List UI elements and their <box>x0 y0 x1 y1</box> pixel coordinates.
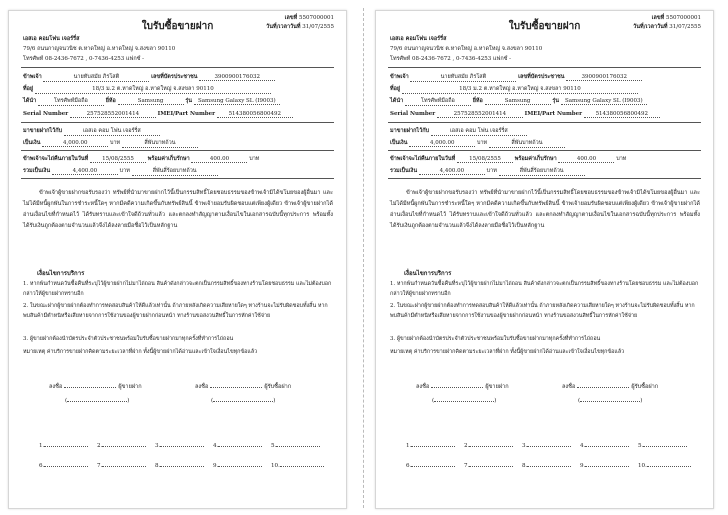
receiver-label: มาขายฝากไว้กับ <box>390 128 430 134</box>
serial-row <box>390 111 660 118</box>
serial-value: 257528552001414 <box>70 111 156 118</box>
condition-note: หมายเหตุ ค่าบริการขายฝากคิดตามระยะเวลาที่ฝาก ทั้งนี้ผู้ขายฝากได้อ่านและเข้าใจเงื่อนไขทุกข้อแล้ว <box>390 349 625 355</box>
model-label: รุ่น <box>185 98 193 104</box>
total-label: รวมเป็นเงิน <box>390 168 418 174</box>
baht-label: บาท <box>249 156 260 162</box>
receiver-label: มาขายฝากไว้กับ <box>23 128 63 134</box>
customer-value: นายทับสมัย ภิรโสติ <box>410 73 516 82</box>
seller-signature <box>49 383 142 391</box>
divider-line <box>388 67 701 68</box>
total-label: รวมเป็นเงิน <box>23 168 51 174</box>
shop-name: เอสเอ คอมโฟน เจอร์รี่ส <box>390 36 447 42</box>
number-row-2: 6. 7. 8. 9. 10. <box>406 463 696 469</box>
no-label: เลขที่ <box>651 15 665 21</box>
divider-line <box>388 178 701 179</box>
redeem-label: ข้าพเจ้าจะไถ่คืนภายในวันที่ <box>23 156 89 162</box>
divider-line <box>388 122 701 123</box>
receipt-page-right <box>375 10 714 509</box>
receiver-value: เอสเอ คอม โฟน เจอร์รี่ส <box>64 127 160 136</box>
serial-label: Serial Number <box>23 111 69 117</box>
seller-name-paren: ( ) <box>65 398 130 404</box>
item-label: ได้นำ <box>390 98 404 104</box>
customer-row <box>390 73 642 82</box>
money-text: สี่พันบาทถ้วน <box>122 139 198 148</box>
imei-value: 514380056800492 <box>584 111 660 118</box>
id-label: เลขที่บัตรประชาชน <box>518 74 565 80</box>
shop-phone: โทรศัพท์ 08-2436-7672 , 0-7436-4253 แฟกซ์ - <box>390 56 512 62</box>
redeem-date: 15/08/2555 <box>90 156 146 163</box>
money-value: 4,000.00 <box>409 140 475 147</box>
condition-2: 2. ในขณะฝากผู้ขายฝากต้องทำการทดสอบสินค้าให้ดีแล้วเท่านั้น ถ้าภายหลังเกิดความเสียหายใดๆ ทางร้านจะไม่รับผิดชอบทั้งสิ้น หากพบสินค้ามีตำหนิหรือเสียหายจากการใช้งานของผู้ขายฝากก่อนหน้า ทางร้านขอสงวนสิทธิ์ในการหักค่าใช้จ่าย <box>23 303 328 319</box>
receiver-role: ผู้รับซื้อฝาก <box>631 384 659 390</box>
address-label: ที่อยู่ <box>390 86 401 92</box>
money-row <box>390 139 565 148</box>
page-title: ใบรับซื้อขายฝาก <box>508 21 581 32</box>
receiver-role: ผู้รับซื้อฝาก <box>264 384 292 390</box>
baht-label: บาท <box>486 168 497 174</box>
sign-label: ลงชื่อ <box>195 384 209 390</box>
interest-label: พร้อมค่าเก็บรักษา <box>147 156 190 162</box>
item-row <box>390 97 647 106</box>
date-label: วันที่/เวลาวันที่ <box>266 24 301 30</box>
number-row-2: 6. 7. 8. 9. 10. <box>39 463 329 469</box>
baht-label: บาท <box>616 156 627 162</box>
condition-1: 1. หากพ้นกำหนดวันซื้อคืนที่ระบุไว้ผู้ขายฝากไม่มาไถ่ถอน สินค้าดังกล่าวจะตกเป็นกรรมสิทธิ์ของทางร้านโดยชอบธรรม และไม่ต้องบอกกล่าวให้ผู้ขายฝากทราบอีก <box>23 281 332 297</box>
brand-value: Samsung <box>485 98 551 105</box>
seller-name-paren: ( ) <box>432 398 497 404</box>
receiver-signature <box>562 383 658 391</box>
money-value: 4,000.00 <box>42 140 108 147</box>
interest-label: พร้อมค่าเก็บรักษา <box>514 156 557 162</box>
brand-label: ยี่ห้อ <box>472 98 483 104</box>
interest-value: 400.00 <box>191 156 247 163</box>
model-value: Samsung Galaxy SL (I9003) <box>561 98 647 105</box>
item-value: โทรศัพท์มือถือ <box>405 97 471 106</box>
imei-value: 514380056800492 <box>217 111 293 118</box>
sign-label: ลงชื่อ <box>562 384 576 390</box>
redeem-date: 15/08/2555 <box>457 156 513 163</box>
model-value: Samsung Galaxy SL (I9003) <box>194 98 280 105</box>
customer-row <box>23 73 275 82</box>
brand-value: Samsung <box>118 98 184 105</box>
condition-1: 1. หากพ้นกำหนดวันซื้อคืนที่ระบุไว้ผู้ขายฝากไม่มาไถ่ถอน สินค้าดังกล่าวจะตกเป็นกรรมสิทธิ์ของทางร้านโดยชอบธรรม และไม่ต้องบอกกล่าวให้ผู้ขายฝากทราบอีก <box>390 281 699 297</box>
total-value: 4,400.00 <box>419 168 485 175</box>
divider-line <box>21 150 334 151</box>
money-label: เป็นเงิน <box>23 140 41 146</box>
sign-label: ลงชื่อ <box>49 384 63 390</box>
receiver-row <box>390 127 527 136</box>
page-divider <box>363 8 364 508</box>
seller-role: ผู้ขายฝาก <box>485 384 509 390</box>
page-title: ใบรับซื้อขายฝาก <box>141 21 214 32</box>
condition-note: หมายเหตุ ค่าบริการขายฝากคิดตามระยะเวลาที่ฝาก ทั้งนี้ผู้ขายฝากได้อ่านและเข้าใจเงื่อนไขทุกข้อแล้ว <box>23 349 258 355</box>
item-value: โทรศัพท์มือถือ <box>38 97 104 106</box>
brand-label: ยี่ห้อ <box>105 98 116 104</box>
address-value: 18/3 ม.2 ต.หาดใหญ่ อ.หาดใหญ่ จ.สงขลา 90110 <box>35 85 271 94</box>
receiver-value: เอสเอ คอม โฟน เจอร์รี่ส <box>431 127 527 136</box>
redeem-label: ข้าพเจ้าจะไถ่คืนภายในวันที่ <box>390 156 456 162</box>
interest-value: 400.00 <box>558 156 614 163</box>
baht-label: บาท <box>476 140 488 146</box>
total-row <box>390 167 585 176</box>
seller-signature <box>416 383 509 391</box>
divider-line <box>21 67 334 68</box>
number-row-1: 1. 2. 3. 4. 5. <box>406 443 696 449</box>
serial-value: 257528552001414 <box>437 111 523 118</box>
item-row <box>23 97 280 106</box>
conditions-title: เงื่อนไขการบริการ <box>37 270 85 277</box>
divider-line <box>388 150 701 151</box>
imei-label: IMEI/Part Number <box>524 111 583 117</box>
date-value: 31/07/2555 <box>302 24 334 30</box>
total-text: สี่พันสี่ร้อยบาทถ้วน <box>132 167 218 176</box>
money-text: สี่พันบาทถ้วน <box>489 139 565 148</box>
date-value: 31/07/2555 <box>669 24 701 30</box>
total-text: สี่พันสี่ร้อยบาทถ้วน <box>499 167 585 176</box>
shop-address: 79/6 ถนนกาญจนวนิช ต.หาดใหญ่ อ.หาดใหญ่ จ.สงขลา 90110 <box>390 46 543 52</box>
customer-label: ข้าพเจ้า <box>390 74 409 80</box>
receiver-row <box>23 127 160 136</box>
id-value: 3900900176032 <box>566 74 642 81</box>
agreement-paragraph: ข้าพเจ้าผู้ขายฝากขอรับรองว่า ทรัพย์ที่นำมาขายฝากไว้นี้เป็นกรรมสิทธิ์โดยชอบธรรมของข้าพเจ้ามิได้ขโมยของผู้อื่นมา และไม่ได้มีหนี้ผูกพันในการชำระหนี้ใดๆ หากมีคดีความเกิดขึ้นกับทรัพย์สินนี้ ข้าพเจ้ายอมรับผิดชอบแต่เพียงผู้เดียว ข้าพเจ้าผู้ขายฝากได้อ่านเงื่อนไขที่กำหนดไว้ ได้รับทราบและเข้าใจดีถ้วนทั่วแล้ว และตกลงทำสัญญาตามเงื่อนไขในเอกสารฉบับนี้ทุกประการ พร้อมทั้งได้รับเงินถูกต้องตามจำนวนแล้วจึงได้ลงลายมือชื่อไว้เป็นหลักฐาน <box>23 190 333 229</box>
seller-role: ผู้ขายฝาก <box>118 384 142 390</box>
redeem-row <box>390 155 626 163</box>
total-value: 4,400.00 <box>52 168 118 175</box>
receipt-page-left <box>8 10 347 509</box>
shop-address: 79/6 ถนนกาญจนวนิช ต.หาดใหญ่ อ.หาดใหญ่ จ.สงขลา 90110 <box>23 46 176 52</box>
id-value: 3900900176032 <box>199 74 275 81</box>
shop-name: เอสเอ คอมโฟน เจอร์รี่ส <box>23 36 80 42</box>
total-row <box>23 167 218 176</box>
receiver-name-paren: ( ) <box>578 398 643 404</box>
sign-label: ลงชื่อ <box>416 384 430 390</box>
model-label: รุ่น <box>552 98 560 104</box>
id-label: เลขที่บัตรประชาชน <box>151 74 198 80</box>
no-value: 5507000001 <box>299 15 334 21</box>
agreement-paragraph: ข้าพเจ้าผู้ขายฝากขอรับรองว่า ทรัพย์ที่นำมาขายฝากไว้นี้เป็นกรรมสิทธิ์โดยชอบธรรมของข้าพเจ้ามิได้ขโมยของผู้อื่นมา และไม่ได้มีหนี้ผูกพันในการชำระหนี้ใดๆ หากมีคดีความเกิดขึ้นกับทรัพย์สินนี้ ข้าพเจ้ายอมรับผิดชอบแต่เพียงผู้เดียว ข้าพเจ้าผู้ขายฝากได้อ่านเงื่อนไขที่กำหนดไว้ ได้รับทราบและเข้าใจดีถ้วนทั่วแล้ว และตกลงทำสัญญาตามเงื่อนไขในเอกสารฉบับนี้ทุกประการ พร้อมทั้งได้รับเงินถูกต้องตามจำนวนแล้วจึงได้ลงลายมือชื่อไว้เป็นหลักฐาน <box>390 190 700 229</box>
receiver-signature <box>195 383 291 391</box>
date-label: วันที่/เวลาวันที่ <box>633 24 668 30</box>
no-value: 5507000001 <box>666 15 701 21</box>
customer-value: นายทับสมัย ภิรโสติ <box>43 73 149 82</box>
money-label: เป็นเงิน <box>390 140 408 146</box>
baht-label: บาท <box>119 168 130 174</box>
conditions-title: เงื่อนไขการบริการ <box>404 270 452 277</box>
redeem-row <box>23 155 259 163</box>
condition-3: 3. ผู้ขายฝากต้องนำบัตรประจำตัวประชาชนพร้อมใบรับซื้อขายฝากมาทุกครั้งที่ทำการไถ่ถอน <box>23 336 234 342</box>
baht-label: บาท <box>109 140 121 146</box>
no-label: เลขที่ <box>284 15 298 21</box>
shop-phone: โทรศัพท์ 08-2436-7672 , 0-7436-4253 แฟกซ์ - <box>23 56 145 62</box>
item-label: ได้นำ <box>23 98 37 104</box>
divider-line <box>21 122 334 123</box>
address-row <box>390 85 638 94</box>
serial-row <box>23 111 293 118</box>
money-row <box>23 139 198 148</box>
address-value: 18/3 ม.2 ต.หาดใหญ่ อ.หาดใหญ่ จ.สงขลา 90110 <box>402 85 638 94</box>
divider-line <box>21 178 334 179</box>
number-row-1: 1. 2. 3. 4. 5. <box>39 443 329 449</box>
customer-label: ข้าพเจ้า <box>23 74 42 80</box>
imei-label: IMEI/Part Number <box>157 111 216 117</box>
condition-2: 2. ในขณะฝากผู้ขายฝากต้องทำการทดสอบสินค้าให้ดีแล้วเท่านั้น ถ้าภายหลังเกิดความเสียหายใดๆ ทางร้านจะไม่รับผิดชอบทั้งสิ้น หากพบสินค้ามีตำหนิหรือเสียหายจากการใช้งานของผู้ขายฝากก่อนหน้า ทางร้านขอสงวนสิทธิ์ในการหักค่าใช้จ่าย <box>390 303 695 319</box>
serial-label: Serial Number <box>390 111 436 117</box>
address-row <box>23 85 271 94</box>
condition-3: 3. ผู้ขายฝากต้องนำบัตรประจำตัวประชาชนพร้อมใบรับซื้อขายฝากมาทุกครั้งที่ทำการไถ่ถอน <box>390 336 601 342</box>
address-label: ที่อยู่ <box>23 86 34 92</box>
receiver-name-paren: ( ) <box>211 398 276 404</box>
